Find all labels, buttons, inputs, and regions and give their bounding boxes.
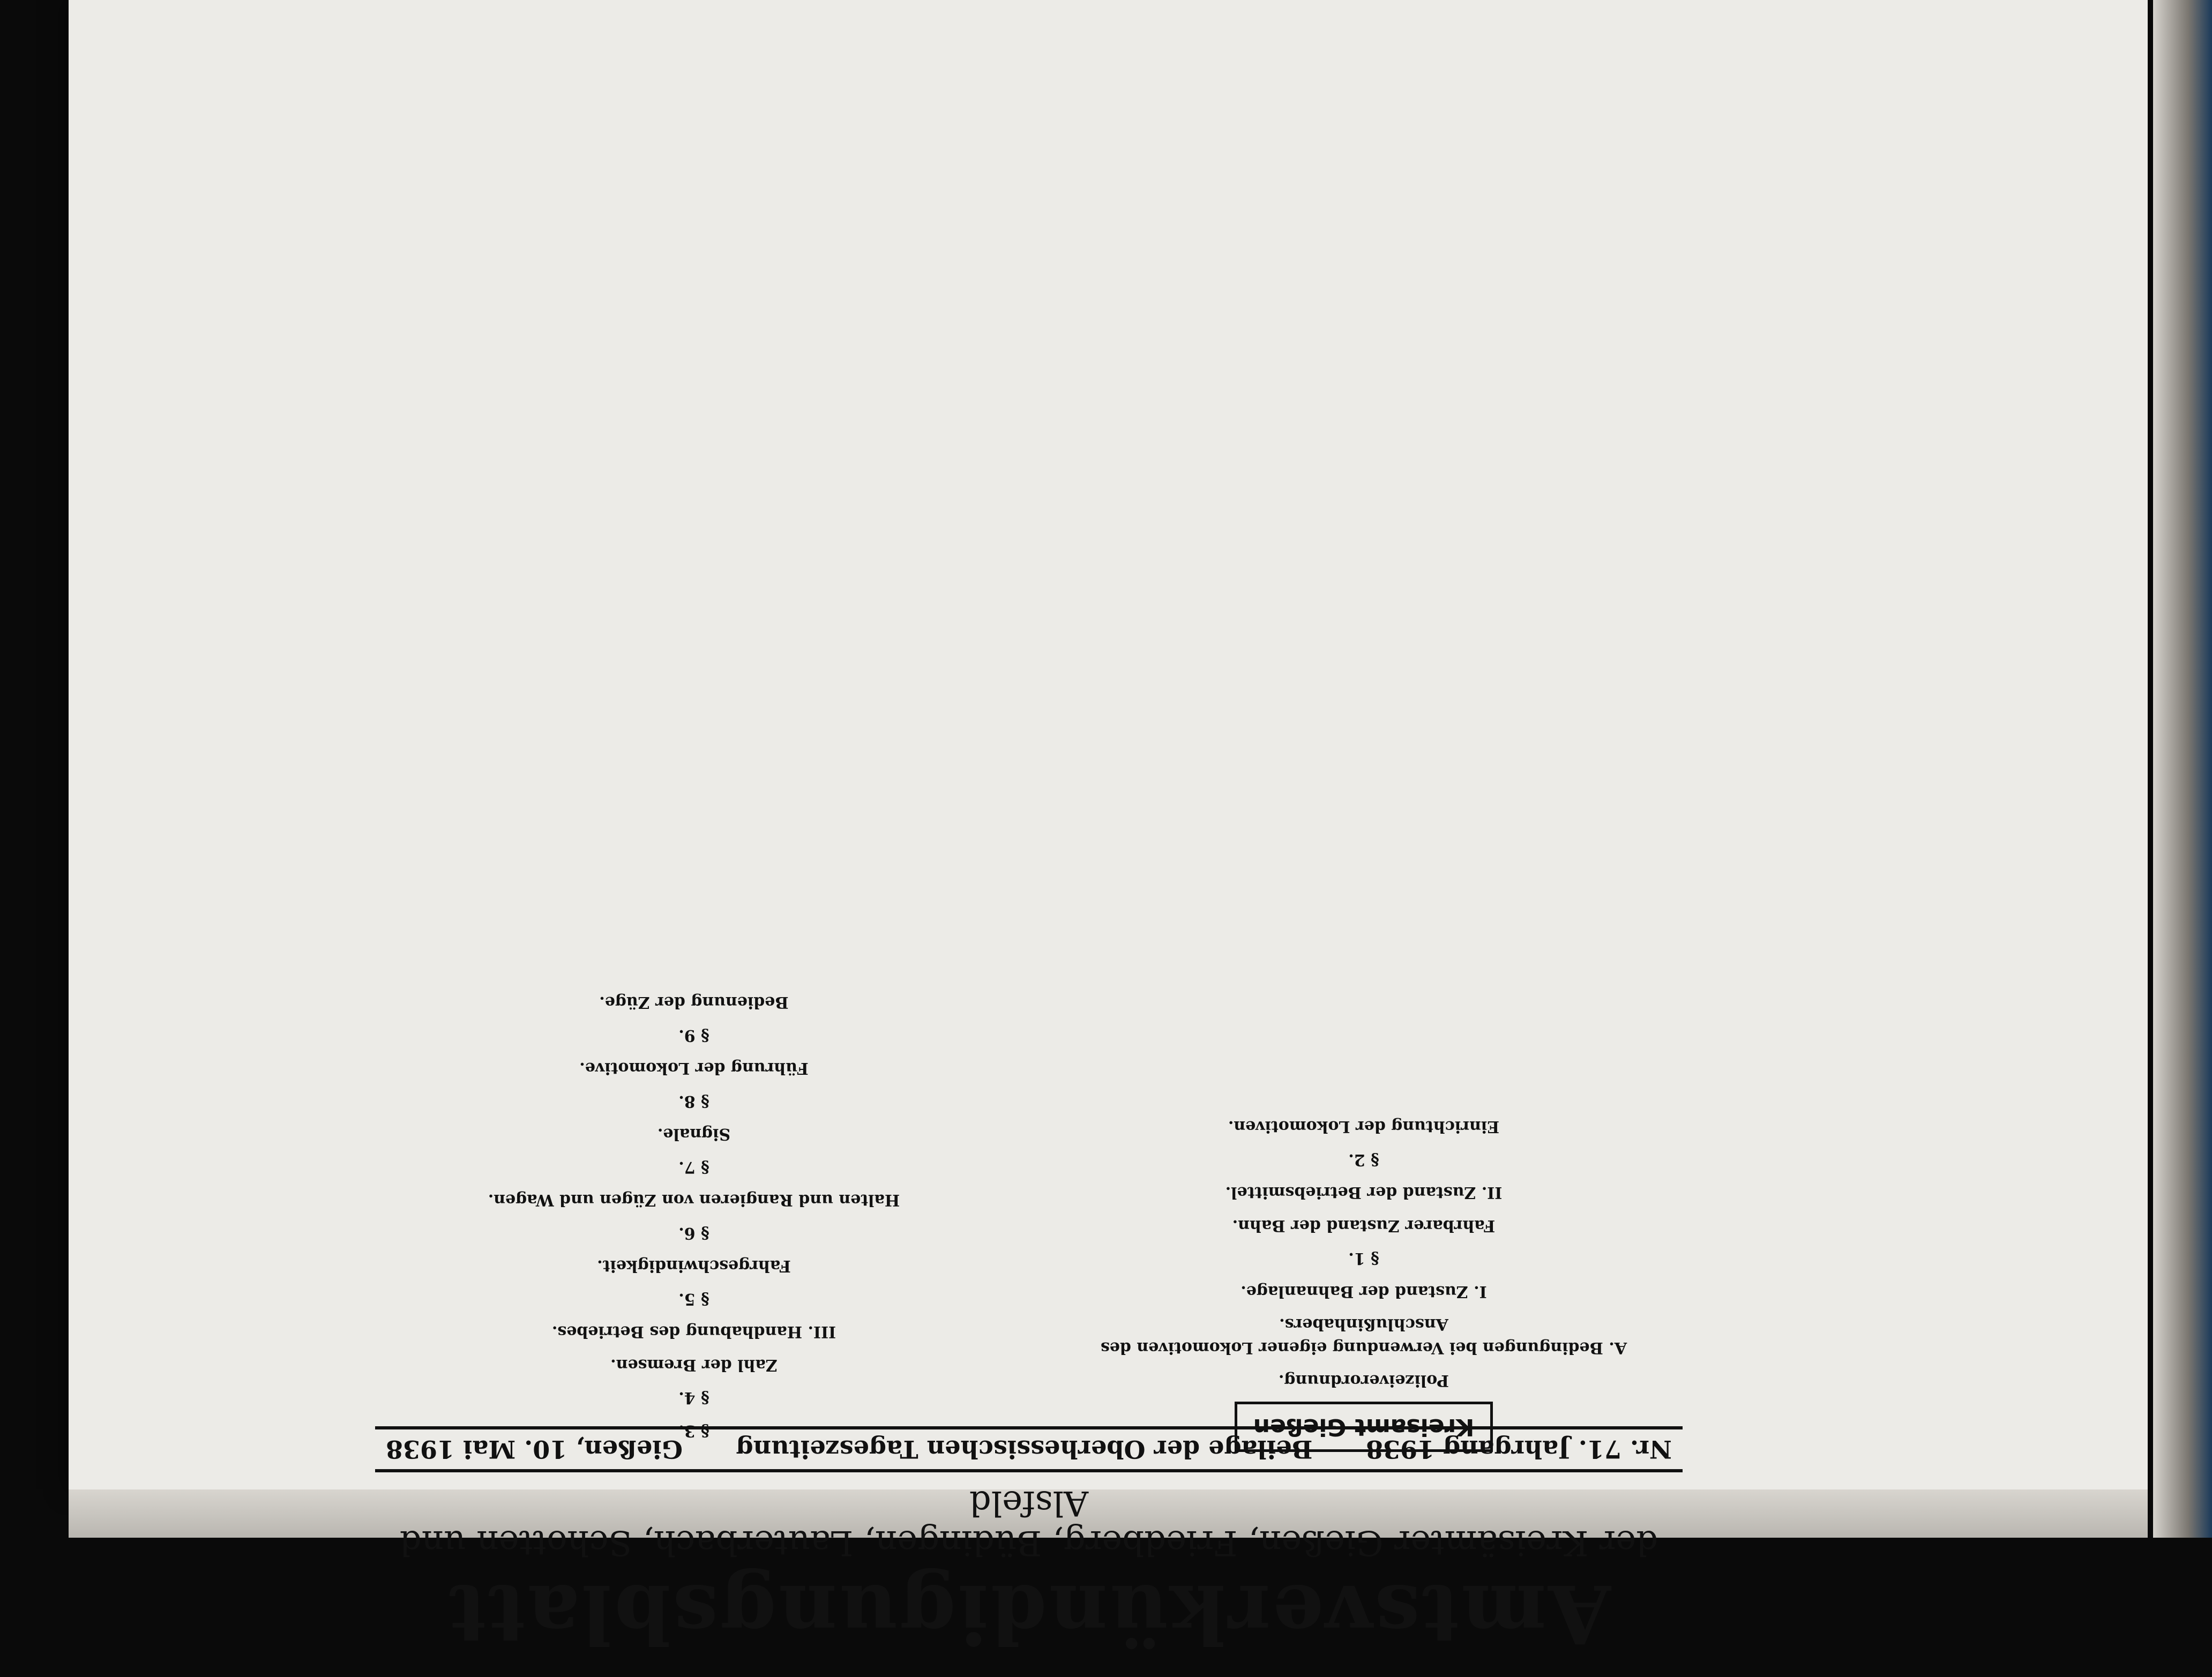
section-5-title: Fahrgeschwindigkeit. [597,1256,791,1276]
section-4-title: Zahl der Bremsen. [610,1356,778,1374]
section-8-title: Führung der Lokomotive. [579,1059,809,1078]
heading-iii: III. Handhabung des Betriebes. [551,1322,836,1342]
section-6-title: Halten und Rangieren von Zügen und Wagen. [488,1191,900,1210]
masthead-title: Amtsverkündigungsblatt [446,1567,1611,1661]
masthead-subtitle: der Kreisämter Gießen, Friedberg, Büdingen, Lauterbach, Schotten und Alsfeld [399,1483,1658,1562]
issue-date: Gießen, 10. Mai 1938 [386,1435,683,1464]
section-1-title: Fahrbarer Zustand der Bahn. [1232,1216,1496,1235]
section-8: § 8. [678,1092,709,1111]
section-5: § 5. [678,1290,709,1308]
rotated-newspaper [107,70,1951,1661]
section-7: § 7. [678,1158,709,1177]
section-2: § 2. [1348,1150,1379,1169]
article-columns [375,0,1683,1452]
section-3: § 3. [678,1421,709,1440]
section-4: § 4. [678,1388,709,1408]
column-left [1045,0,1683,1452]
section-9: § 9. [678,1026,709,1045]
section-7-title: Signale. [657,1125,731,1144]
column-right [375,0,1013,1452]
supplement-label: Beilage der Oberhessischen Tageszeitung [736,1435,1313,1464]
binding-spine [2153,0,2212,1538]
heading-ii: II. Zustand der Betriebsmittel. [1225,1183,1503,1202]
section-9-title: Bedienung der Züge. [599,993,789,1012]
issue-number: Nr. 71. Jahrgang 1938 [1365,1435,1672,1464]
office-title: Kreisamt Gießen [1235,1402,1493,1452]
ordinance-kind: Polizeiverordnung. [1278,1371,1449,1390]
heading-a: A. Bedingungen bei Verwendung eigener Lokomotiven des Anschlußinhabers. [1100,1315,1627,1357]
section-2-title: Einrichtung der Lokomotiven. [1228,1117,1500,1136]
section-1: § 1. [1348,1249,1379,1268]
heading-i: I. Zustand der Bahnanlage. [1240,1282,1487,1301]
section-6: § 6. [678,1224,709,1242]
